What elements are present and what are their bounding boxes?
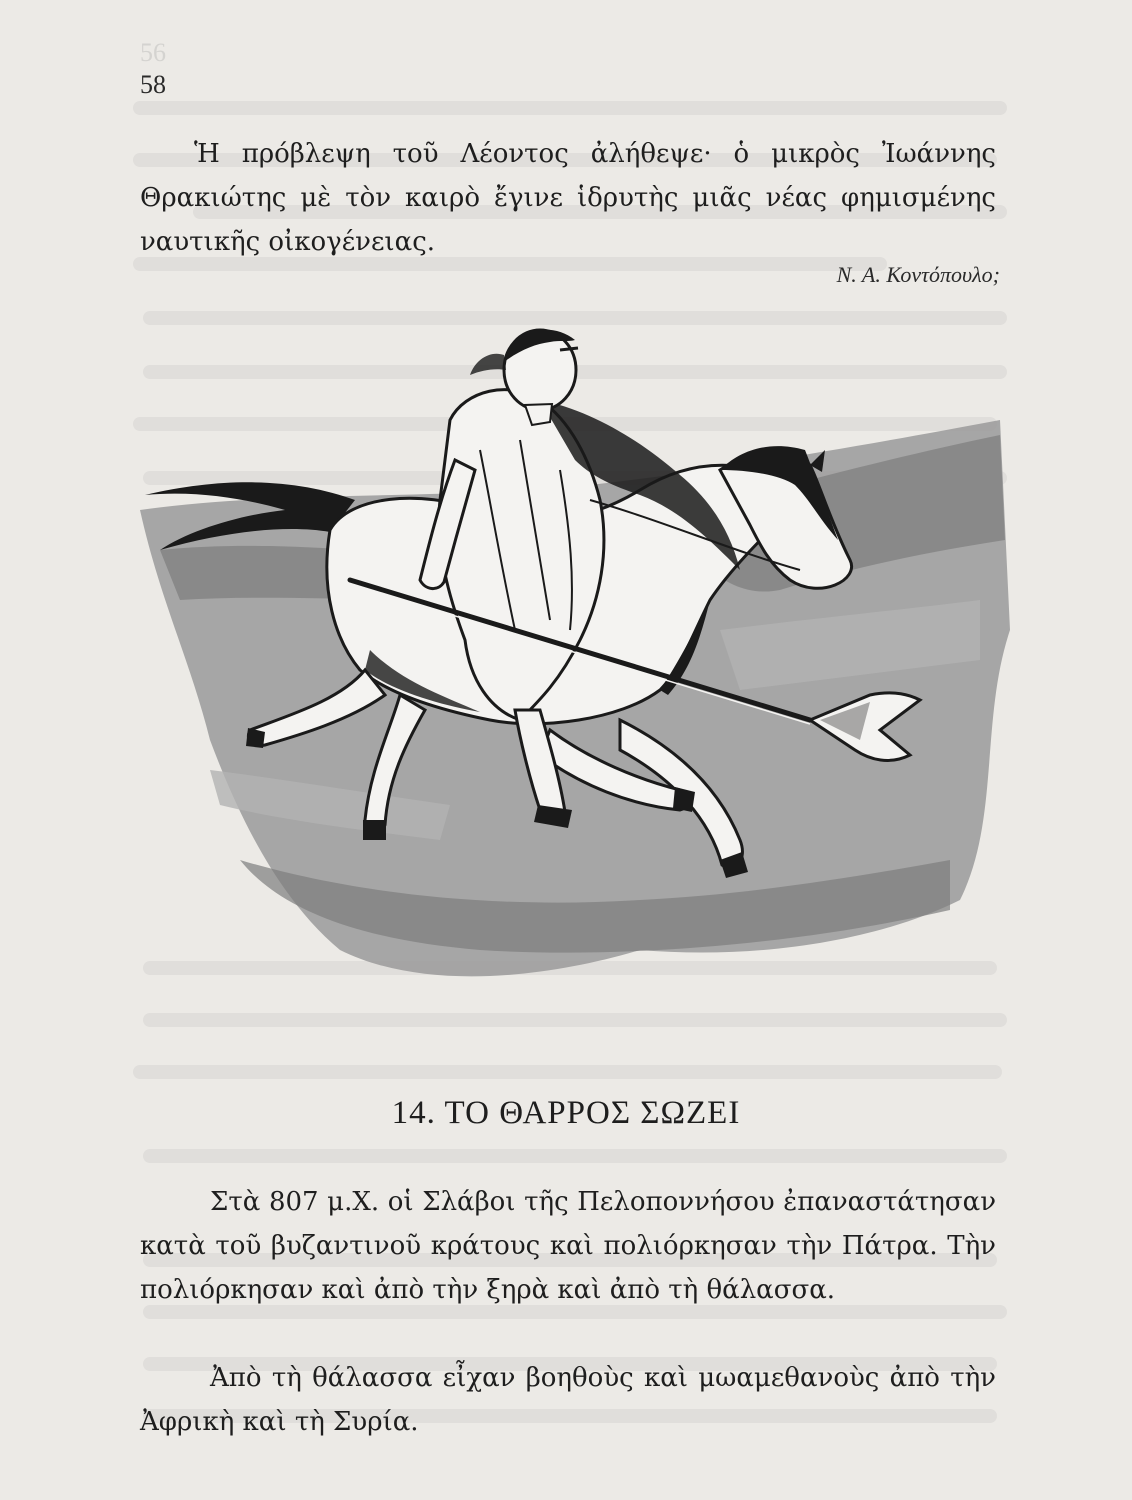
paragraph-siege-of-patras: Στὰ 807 μ.Χ. οἱ Σλάβοι τῆς Πελοποννήσου ἐπαναστάτησαν κατὰ τοῦ βυζαντινοῦ κράτους καὶ πολιόρκησαν τὴν Πάτρα. Τὴν πολιόρκησαν καὶ ἀπὸ τὴν ξηρὰ καὶ ἀπὸ τὴ θάλασσα.	[140, 1187, 996, 1305]
chapter-title: 14. ΤΟ ΘΑΡΡΟΣ ΣΩΖΕΙ	[391, 1095, 741, 1131]
paragraph-allies-by-sea: Ἀπὸ τὴ θάλασσα εἶχαν βοηθοὺς καὶ μωαμεθανοὺς ἀπὸ τὴν Ἀφρικὴ καὶ τὴ Συρία.	[140, 1363, 996, 1437]
faint-page-number: 56	[140, 38, 166, 67]
horse-rider-with-spear-illustration	[120, 300, 1020, 1000]
author-credit: Ν. Α. Κοντόπουλο;	[836, 262, 1000, 287]
page-number: 58	[140, 70, 166, 99]
paragraph-prophecy: Ἡ πρόβλεψη τοῦ Λέοντος ἀλήθεψε· ὁ μικρὸς Ἰωάννης Θρακιώτης μὲ τὸν καιρὸ ἔγινε ἱδρυτὴς μιᾶς νέας φημισμένης ναυτικῆς οἰκογένειας.	[140, 139, 996, 257]
